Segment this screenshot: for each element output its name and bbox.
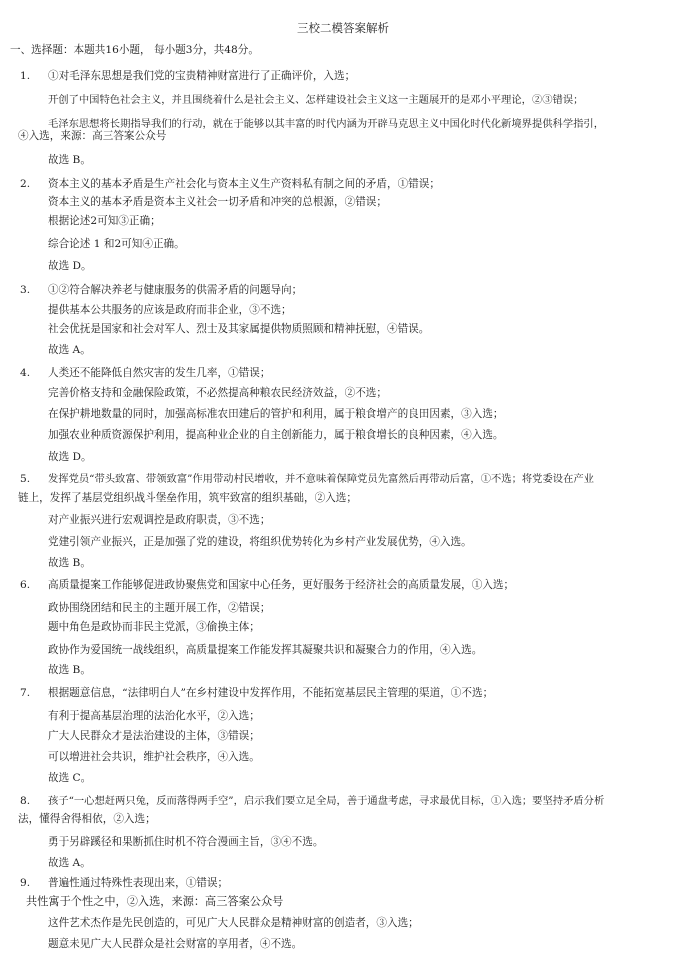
question-number: 2. <box>20 178 31 190</box>
answer-line: 孩子“一心想赶两只兔，反而落得两手空”，启示我们要立足全局，善于通盘考虑，寻求最优目标，①入选；要坚持矛盾分析 <box>48 795 605 807</box>
question-number: 6. <box>20 579 31 591</box>
question-number: 4. <box>20 367 31 379</box>
page-title: 三校二模答案解析 <box>297 21 389 35</box>
answer-conclusion: 故选 B。 <box>48 557 91 569</box>
answer-line: 广大人民群众才是法治建设的主体，③错误； <box>48 730 260 742</box>
answer-line: 共性寓于个性之中，②入选，来源：高三答案公众号 <box>26 895 284 908</box>
answer-conclusion: 故选 A。 <box>48 344 91 356</box>
answer-line: 有利于提高基层治理的法治化水平，②入选； <box>48 710 260 722</box>
answer-line: 资本主义的基本矛盾是生产社会化与资本主义生产资料私有制之间的矛盾，①错误； <box>48 178 440 190</box>
answer-line: ①对毛泽东思想是我们党的宝贵精神财富进行了正确评价，入选； <box>48 70 356 82</box>
answer-line: 题中角色是政协而非民主党派，③偷换主体； <box>48 621 260 633</box>
answer-conclusion: 故选 D。 <box>48 260 92 272</box>
answer-line: 综合论述 1 和2可知④正确。 <box>48 238 185 250</box>
answer-conclusion: 故选 B。 <box>48 154 91 166</box>
question-number: 5. <box>20 473 31 485</box>
answer-line: 题意未见广大人民群众是社会财富的享用者，④不选。 <box>48 938 303 950</box>
answer-line: 普遍性通过特殊性表现出来，①错误； <box>48 877 229 889</box>
question-number: 3. <box>20 284 31 296</box>
answer-line: 提供基本公共服务的应该是政府而非企业，③不选； <box>48 304 292 316</box>
answer-conclusion: 故选 A。 <box>48 857 91 869</box>
answer-line: ①②符合解决养老与健康服务的供需矛盾的问题导向； <box>48 284 303 296</box>
answer-line: 根据论述2可知③正确； <box>48 215 161 227</box>
answer-line: 人类还不能降低自然灾害的发生几率，①错误； <box>48 367 271 379</box>
answer-conclusion: 故选 B。 <box>48 664 91 676</box>
answer-line: 这件艺术杰作是先民创造的，可见广大人民群众是精神财富的创造者，③入选； <box>48 917 419 929</box>
answer-line: 资本主义的基本矛盾是资本主义社会一切矛盾和冲突的总根源，②错误； <box>48 196 387 208</box>
question-number: 9. <box>20 877 31 889</box>
answer-line: 发挥党员“带头致富、带领致富”作用带动村民增收，并不意味着保障党员先富然后再带动后富，①不选；将党委设在产业 <box>48 473 594 485</box>
answer-conclusion: 故选 D。 <box>48 451 92 463</box>
answer-line: 党建引领产业振兴，正是加强了党的建设，将组织优势转化为乡村产业发展优势，④入选。 <box>48 536 472 548</box>
answer-line: 链上，发挥了基层党组织战斗堡垒作用，筑牢致富的组织基础，②入选； <box>18 492 357 504</box>
section-heading: 一、选择题：本题共16小题， 每小题3分，共48分。 <box>10 44 259 56</box>
answer-line: 政协作为爱国统一战线组织，高质量提案工作能发挥其凝聚共识和凝聚合力的作用，④入选。 <box>48 644 483 656</box>
answer-line: 加强农业种质资源保护利用，提高种业企业的自主创新能力，属于粮食增长的良种因素，④入选。 <box>48 429 504 441</box>
answer-line: 勇于另辟蹊径和果断抓住时机不符合漫画主旨，③④不选。 <box>48 836 324 848</box>
answer-line: 对产业振兴进行宏观调控是政府职责，③不选； <box>48 514 271 526</box>
answer-conclusion: 故选 C。 <box>48 772 92 784</box>
answer-line: 根据题意信息，“法律明白人”在乡村建设中发挥作用，不能拓宽基层民主管理的渠道，①不选； <box>48 687 494 699</box>
answer-line: 完善价格支持和金融保险政策，不必然提高种粮农民经济效益，②不选； <box>48 387 387 399</box>
answer-line: 法，懂得舍得相依，②入选； <box>18 813 156 825</box>
answer-line: 毛泽东思想将长期指导我们的行动，就在于能够以其丰富的时代内涵为开辟马克思主义中国化时代化新境界提供科学指引， <box>48 118 605 130</box>
answer-line: 可以增进社会共识，维护社会秩序，④入选。 <box>48 751 260 763</box>
answer-line: 政协围绕团结和民主的主题开展工作，②错误； <box>48 602 271 614</box>
question-number: 7. <box>20 687 31 699</box>
question-number: 8. <box>20 795 31 807</box>
answer-line: ④入选，来源：高三答案公众号 <box>18 130 167 142</box>
answer-line: 高质量提案工作能够促进政协聚焦党和国家中心任务，更好服务于经济社会的高质量发展，①入选； <box>48 579 515 591</box>
answer-line: 社会优抚是国家和社会对军人、烈士及其家属提供物质照顾和精神抚慰，④错误。 <box>48 323 430 335</box>
question-number: 1. <box>20 70 31 82</box>
answer-line: 在保护耕地数量的同时，加强高标准农田建后的管护和利用，属于粮食增产的良田因素，③入选； <box>48 408 504 420</box>
answer-line: 开创了中国特色社会主义，并且围绕着什么是社会主义、怎样建设社会主义这一主题展开的是邓小平理论，②③错误； <box>48 94 584 106</box>
